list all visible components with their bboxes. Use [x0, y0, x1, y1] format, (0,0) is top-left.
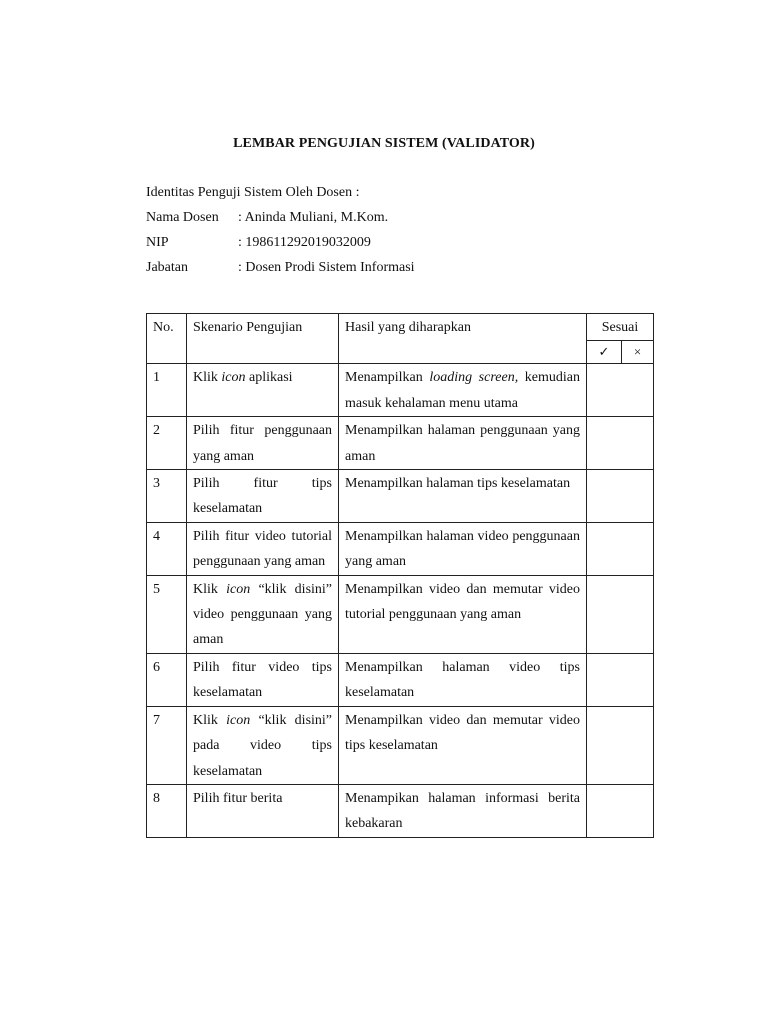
skenario-text: Klik — [193, 370, 222, 386]
skenario-emphasis: icon — [226, 712, 251, 728]
table-row — [147, 784, 654, 837]
identity-value: : Aninda Muliani, M.Kom. — [238, 210, 389, 225]
test-table — [146, 313, 654, 838]
row-skenario — [187, 706, 339, 784]
row-skenario: Pilih fitur berita — [187, 784, 339, 837]
table-row — [147, 417, 654, 470]
skenario-text: “klik disini” video penggunaan yang aman — [193, 581, 333, 648]
skenario-emphasis: icon — [226, 581, 251, 597]
header-sesuai: Sesuai — [587, 314, 654, 341]
row-number: 8 — [147, 784, 187, 837]
row-skenario: Pilih fitur penggunaan yang aman — [187, 417, 339, 470]
skenario-text: aplikasi — [245, 370, 293, 386]
hasil-text: Menampilkan — [345, 370, 430, 386]
sesuai-cell[interactable] — [587, 575, 654, 653]
header-skenario: Skenario Pengujian — [187, 314, 339, 364]
identity-label: Jabatan — [146, 260, 188, 275]
sesuai-cell[interactable] — [587, 522, 654, 575]
identity-row-position — [146, 258, 666, 283]
table-header-row — [147, 314, 654, 341]
identity-section — [146, 183, 666, 283]
row-skenario: Pilih fitur video tutorial penggunaan yang aman — [187, 522, 339, 575]
identity-row-name — [146, 208, 666, 233]
table-row — [147, 575, 654, 653]
row-skenario: Pilih fitur tips keselamatan — [187, 470, 339, 523]
sesuai-cell[interactable] — [587, 653, 654, 706]
row-number: 5 — [147, 575, 187, 653]
identity-row-nip — [146, 233, 666, 258]
identity-value: : 198611292019032009 — [238, 235, 371, 250]
row-number: 2 — [147, 417, 187, 470]
row-number: 4 — [147, 522, 187, 575]
row-skenario — [187, 364, 339, 417]
table-row — [147, 470, 654, 523]
table-row — [147, 364, 654, 417]
cross-icon: × — [622, 341, 654, 364]
identity-value: : Dosen Prodi Sistem Informasi — [238, 260, 415, 275]
row-hasil: Menampilkan halaman tips keselamatan — [339, 470, 587, 523]
sesuai-cell[interactable] — [587, 364, 654, 417]
row-hasil: Menampikan halaman informasi berita kebakaran — [339, 784, 587, 837]
table-row — [147, 522, 654, 575]
sesuai-cell[interactable] — [587, 706, 654, 784]
row-hasil: Menampilkan halaman video penggunaan yang aman — [339, 522, 587, 575]
row-number: 3 — [147, 470, 187, 523]
skenario-text: “klik disini” pada video tips keselamatan — [193, 712, 333, 779]
hasil-emphasis: loading screen, — [429, 370, 519, 386]
table-row — [147, 653, 654, 706]
header-no: No. — [147, 314, 187, 364]
identity-label: NIP — [146, 235, 169, 250]
row-number: 6 — [147, 653, 187, 706]
table-row — [147, 706, 654, 784]
sesuai-cell[interactable] — [587, 784, 654, 837]
sesuai-cell[interactable] — [587, 470, 654, 523]
row-number: 7 — [147, 706, 187, 784]
row-hasil: Menampilkan video dan memutar video tips keselamatan — [339, 706, 587, 784]
row-hasil: Menampilkan halaman video tips keselamatan — [339, 653, 587, 706]
row-hasil: Menampilkan video dan memutar video tutorial penggunaan yang aman — [339, 575, 587, 653]
document-title: LEMBAR PENGUJIAN SISTEM (VALIDATOR) — [233, 136, 535, 151]
identity-label: Nama Dosen — [146, 210, 219, 225]
row-hasil — [339, 364, 587, 417]
sesuai-cell[interactable] — [587, 417, 654, 470]
skenario-text: Klik — [193, 581, 227, 597]
identity-heading: Identitas Penguji Sistem Oleh Dosen : — [146, 185, 360, 200]
row-skenario — [187, 575, 339, 653]
check-icon: ✓ — [587, 341, 622, 364]
header-hasil: Hasil yang diharapkan — [339, 314, 587, 364]
row-skenario: Pilih fitur video tips keselamatan — [187, 653, 339, 706]
skenario-text: Klik — [193, 712, 227, 728]
skenario-emphasis: icon — [221, 370, 246, 386]
row-hasil: Menampilkan halaman penggunaan yang aman — [339, 417, 587, 470]
row-number: 1 — [147, 364, 187, 417]
hasil-text: kemudian masuk kehalaman menu utama — [345, 370, 580, 411]
